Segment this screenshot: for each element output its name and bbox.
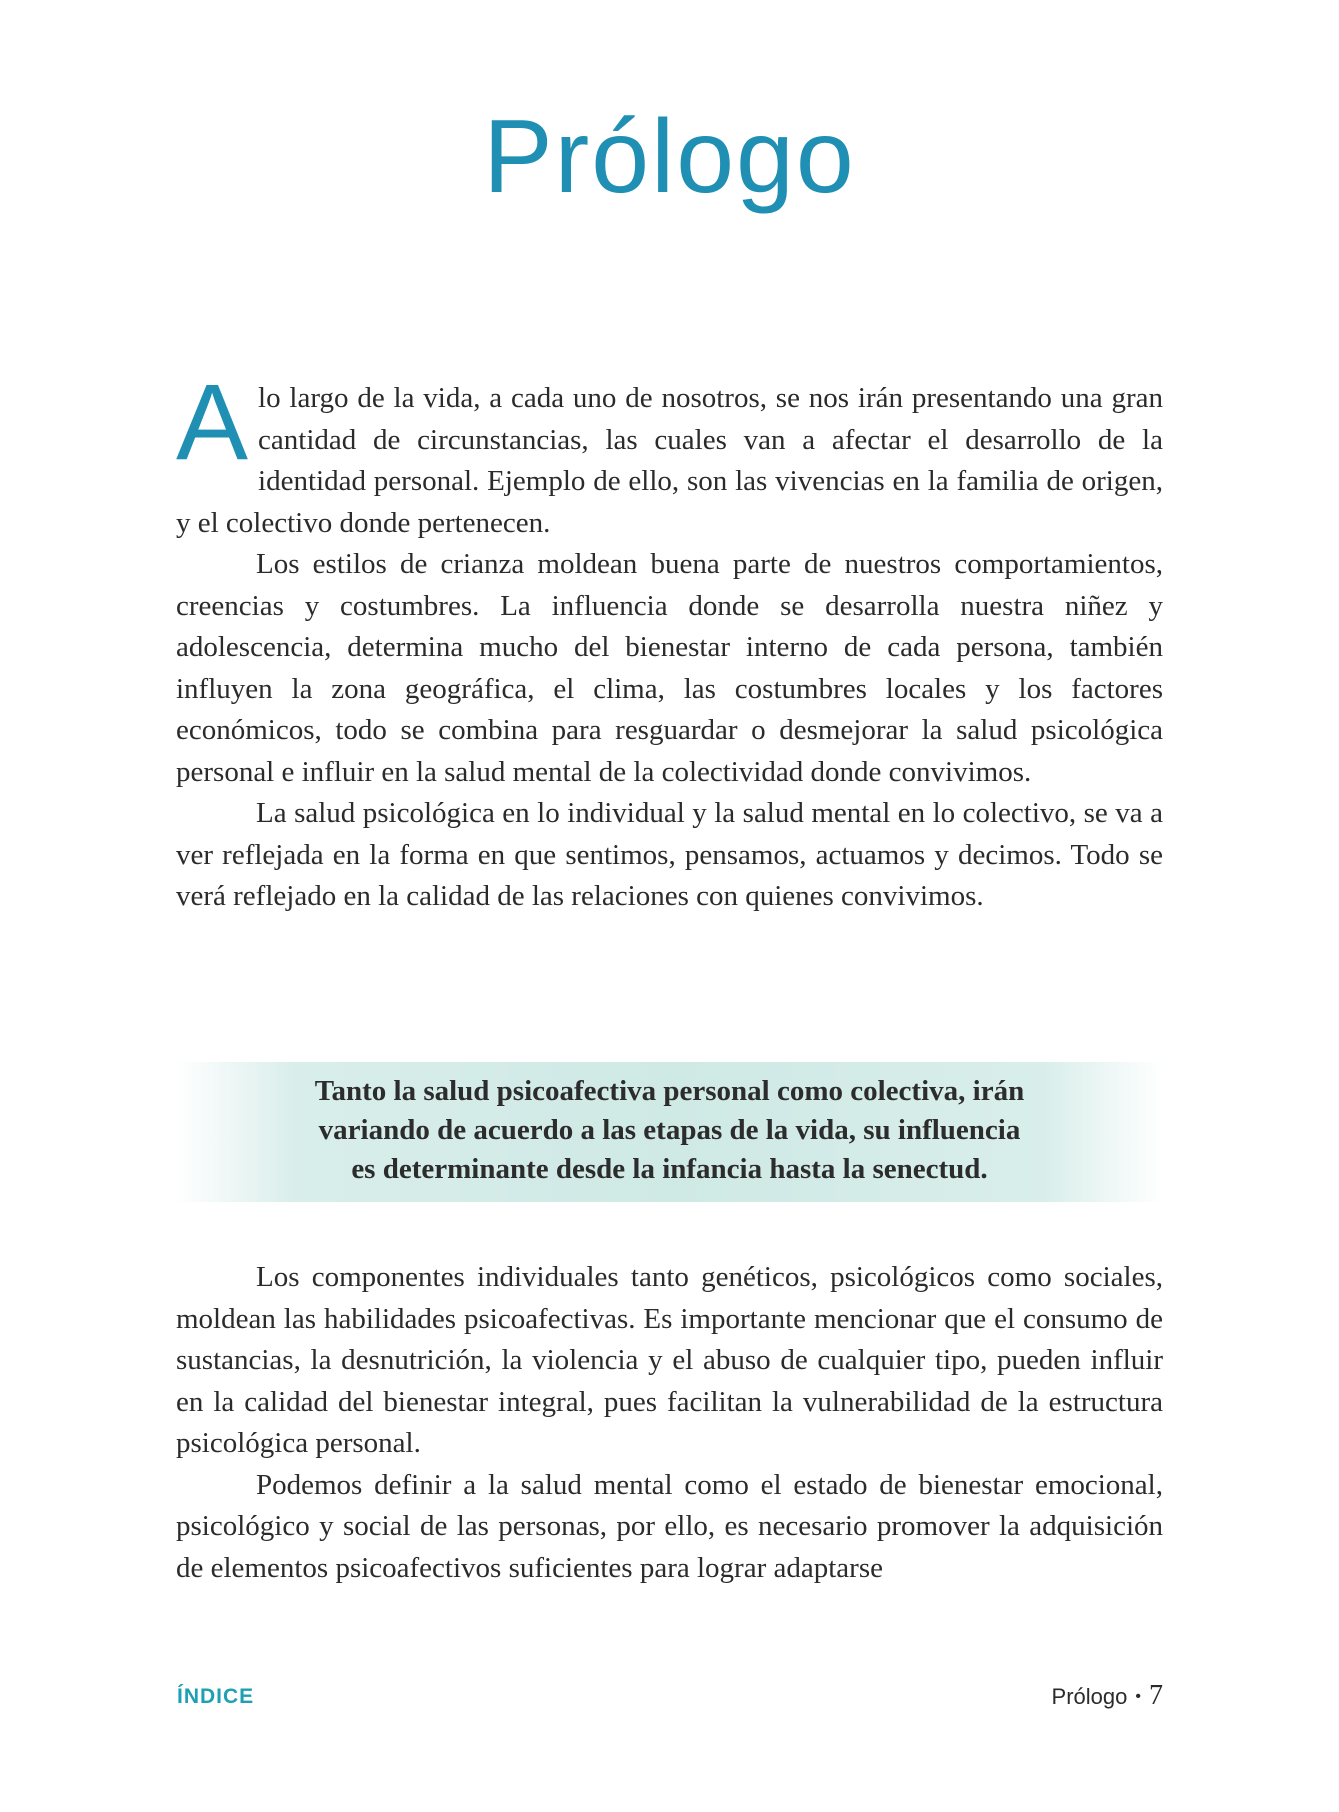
paragraph: Los componentes individuales tanto genéticos, psicológicos como sociales, moldean las habilidades psicoafectivas. Es importante mencionar que el consumo de sustancias, la desnutrición, la violencia y el abuso de cualquier tipo, pueden influir en la calidad del bienestar integral, pues facilitan la vulnerabilidad de la estructura psicológica personal. (176, 1261, 1163, 1459)
callout-line: Tanto la salud psicoafectiva personal como colectiva, irán (314, 1075, 1025, 1107)
footer-separator: • (1135, 1688, 1141, 1705)
callout-line: variando de acuerdo a las etapas de la vida, su influencia (318, 1114, 1021, 1146)
paragraph (176, 361, 1163, 544)
footer-section-name: Prólogo (1051, 1684, 1128, 1709)
drop-cap: A (176, 361, 249, 482)
callout-quote (176, 1072, 1163, 1189)
page-footer (1052, 1680, 1163, 1712)
paragraph: Los estilos de crianza moldean buena parte de nuestros comportamientos, creencias y costumbres. La influencia donde se desarrolla nuestra niñez y adolescencia, determina mucho del bienestar interno de cada persona, también influyen la zona geográfica, el clima, las costumbres locales y los factores económicos, todo se combina para resguardar o desmejorar la salud psicológica personal e influir en la salud mental de la colectividad donde convivimos. (176, 548, 1163, 788)
paragraph: Podemos definir a la salud mental como el estado de bienestar emocional, psicológico y social de las personas, por ello, es necesario promover la adquisición de elementos psicoafectivos suficientes para lograr adaptarse (176, 1468, 1163, 1584)
page-title: Prólogo (483, 99, 856, 215)
paragraph-text: lo largo de la vida, a cada uno de nosotros, se nos irán presentando una gran cantidad de circunstancias, las cuales van a afectar el desarrollo de la identidad personal. Ejemplo de ello, son las vivencias en la familia de origen, y el colectivo donde pertenecen. (176, 382, 1163, 539)
paragraph: La salud psicológica en lo individual y la salud mental en lo colectivo, se va a ver reflejada en la forma en que sentimos, pensamos, actuamos y decimos. Todo se verá reflejado en la calidad de las relaciones con quienes convivimos. (176, 797, 1163, 912)
intro-section (176, 361, 1163, 918)
index-link[interactable]: ÍNDICE (177, 1685, 255, 1708)
second-section (176, 1257, 1163, 1589)
callout-line: es determinante desde la infancia hasta la senectud. (351, 1153, 988, 1185)
page-number: 7 (1149, 1680, 1163, 1711)
